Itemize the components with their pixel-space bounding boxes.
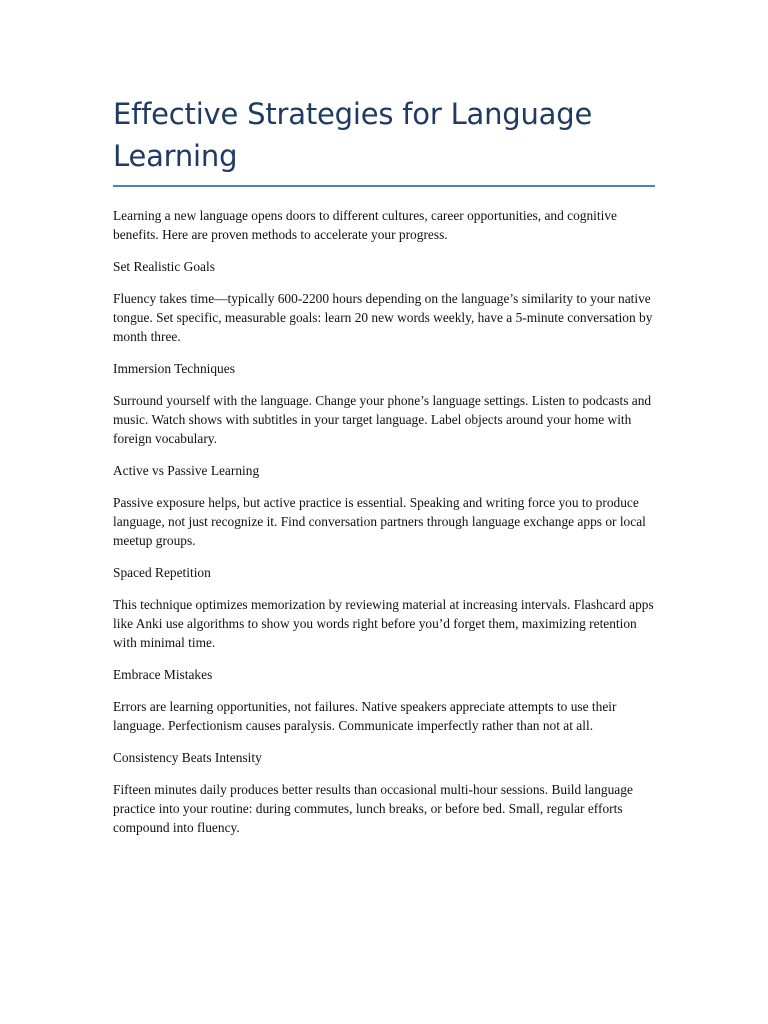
section-heading-goals: Set Realistic Goals bbox=[113, 259, 215, 274]
document-title: Effective Strategies for Language Learning bbox=[113, 97, 593, 173]
document-page bbox=[113, 93, 655, 850]
section-heading-active-passive: Active vs Passive Learning bbox=[113, 463, 260, 478]
section-body-active-passive: Passive exposure helps, but active practice is essential. Speaking and writing force you to produce language, not just recognize it. Find conversation partners through language exchange apps or local meetup groups. bbox=[113, 495, 646, 548]
intro-paragraph: Learning a new language opens doors to different cultures, career opportunities, and cognitive benefits. Here are proven methods to accelerate your progress. bbox=[113, 208, 617, 242]
section-heading-consistency: Consistency Beats Intensity bbox=[113, 750, 262, 765]
section-heading-spaced-repetition: Spaced Repetition bbox=[113, 565, 211, 580]
section-heading-immersion: Immersion Techniques bbox=[113, 361, 235, 376]
section-body-consistency: Fifteen minutes daily produces better results than occasional multi-hour sessions. Build language practice into your routine: during commutes, lunch breaks, or before bed. Small, regular efforts compound into fluency. bbox=[113, 782, 633, 835]
title-underline bbox=[113, 185, 655, 187]
section-body-goals: Fluency takes time—typically 600-2200 hours depending on the language’s similarity to your native tongue. Set specific, measurable goals: learn 20 new words weekly, have a 5-minute conversation by month three. bbox=[113, 291, 653, 344]
section-body-spaced-repetition: This technique optimizes memorization by reviewing material at increasing intervals. Flashcard apps like Anki use algorithms to show you words right before you’d forget them, maximizing retention with minimal time. bbox=[113, 597, 654, 650]
section-heading-mistakes: Embrace Mistakes bbox=[113, 667, 213, 682]
section-body-immersion: Surround yourself with the language. Change your phone’s language settings. Listen to podcasts and music. Watch shows with subtitles in your target language. Label objects around your home with foreign vocabulary. bbox=[113, 393, 652, 446]
section-body-mistakes: Errors are learning opportunities, not failures. Native speakers appreciate attempts to use their language. Perfectionism causes paralysis. Communicate imperfectly rather than not at all. bbox=[113, 699, 617, 733]
